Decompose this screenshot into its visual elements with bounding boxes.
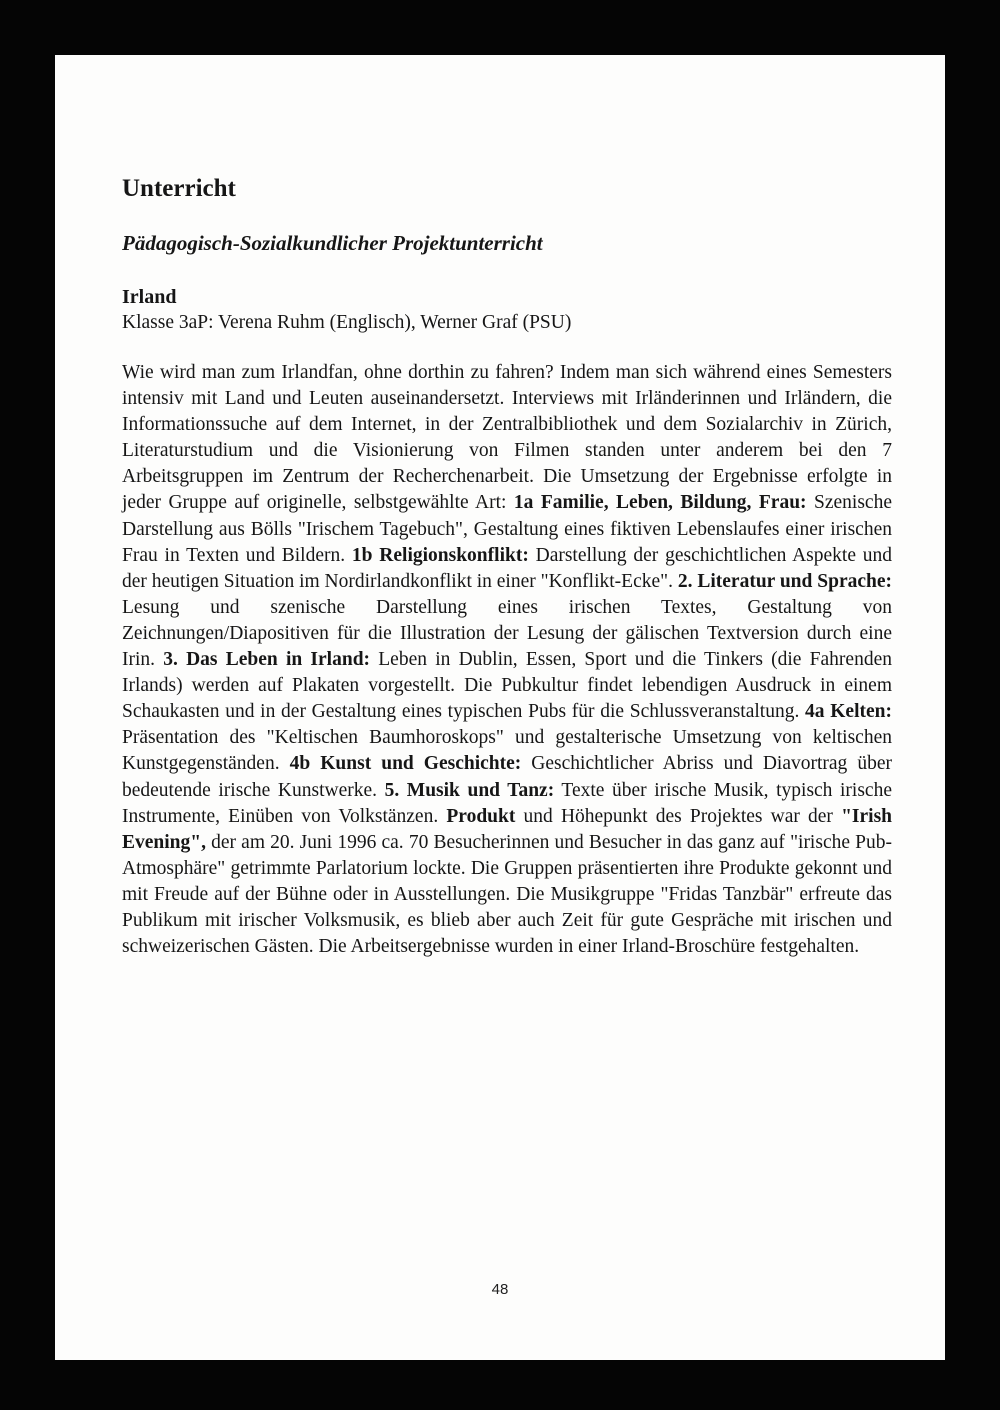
class-line: Klasse 3aP: Verena Ruhm (Englisch), Werner Graf (PSU) — [122, 312, 572, 333]
bold-heading-4b: 4b Kunst und Geschichte: — [289, 753, 522, 775]
bold-heading-2: 2. Literatur und Sprache: — [677, 570, 892, 592]
body-text-run: und Höhepunkt des Projektes war der — [515, 805, 842, 827]
bold-heading-5: 5. Musik und Tanz: — [384, 779, 555, 801]
bold-irish-evening: "Irish Evening", — [122, 805, 893, 853]
body-paragraph — [122, 360, 892, 960]
page-number: 48 — [491, 1281, 509, 1298]
body-text-run: Geschichtlicher Abriss und Diavortrag über bedeutende irische Kunstwerke. — [122, 753, 892, 801]
body-text-run: Darstellung der geschichtlichen Aspekte und der heutigen Situation im Nordirlandkonflikt in einer "Konflikt-Ecke". — [122, 544, 893, 592]
body-text-run: Lesung und szenische Darstellung eines irischen Textes, Gestaltung von Zeichnungen/Diapositiven für die Illustration der Lesung der gälischen Textversion durch eine Irin. — [122, 596, 892, 671]
bold-heading-3: 3. Das Leben in Irland: — [163, 649, 371, 671]
body-text-run: Leben in Dublin, Essen, Sport und die Tinkers (die Fahrenden Irlands) werden auf Plakaten vorgestellt. Die Pubkultur findet lebendigen Ausdruck in einem Schaukasten und in der Gestaltung eines typischen Pubs für die Schlussveranstaltung. — [122, 649, 892, 723]
section-title: Unterricht — [122, 175, 236, 202]
body-text-run: Texte über irische Musik, typisch irische Instrumente, Einüben von Volkstänzen. — [122, 779, 892, 827]
project-title: Irland — [122, 286, 177, 308]
bold-heading-1a: 1a Familie, Leben, Bildung, Frau: — [513, 492, 807, 514]
bold-produkt: Produkt — [446, 805, 516, 827]
body-text-run: der am 20. Juni 1996 ca. 70 Besucherinnen und Besucher in das ganz auf "irische Pub-Atmosphäre" getrimmte Parlatorium lockte. Die Gruppen präsentierten ihre Produkte gekonnt und mit Freude auf der Bühne oder in Ausstellungen. Die Musikgruppe "Fridas Tanzbär" erfreute das Publikum mit irischer Volksmusik, es blieb aber auch Zeit für gute Gespräche mit irischen und schweizerischen Gästen. Die Arbeitsergebnisse wurden in einer Irland-Broschüre festgehalten. — [122, 831, 892, 958]
subtitle: Pädagogisch-Sozialkundlicher Projektunterricht — [122, 231, 543, 255]
page-content — [122, 173, 892, 960]
bold-heading-1b: 1b Religionskonflikt: — [351, 544, 529, 566]
body-text-run: Wie wird man zum Irlandfan, ohne dorthin zu fahren? Indem man sich während eines Semesters intensiv mit Land und Leuten auseinandersetzt. Interviews mit Irländerinnen und Irländern, die Informationssuche auf dem Internet, in der Zentralbibliothek und dem Sozialarchiv in Zürich, Literaturstudium und die Visionierung von Filmen standen unter anderem bei den 7 Arbeitsgruppen im Zentrum der Recherchenarbeit. Die Umsetzung der Ergebnisse erfolgte in jeder Gruppe auf originelle, selbstgewählte Art: — [122, 362, 892, 514]
body-text-run: Präsentation des "Keltischen Baumhoroskops" und gestalterische Umsetzung von keltischen Kunstgegenständen. — [122, 727, 892, 775]
bold-heading-4a: 4a Kelten: — [805, 701, 892, 723]
document-page — [55, 55, 945, 1360]
body-text-run: Szenische Darstellung aus Bölls "Irischem Tagebuch", Gestaltung eines fiktiven Lebenslaufes einer irischen Frau in Texten und Bildern. — [122, 492, 892, 566]
